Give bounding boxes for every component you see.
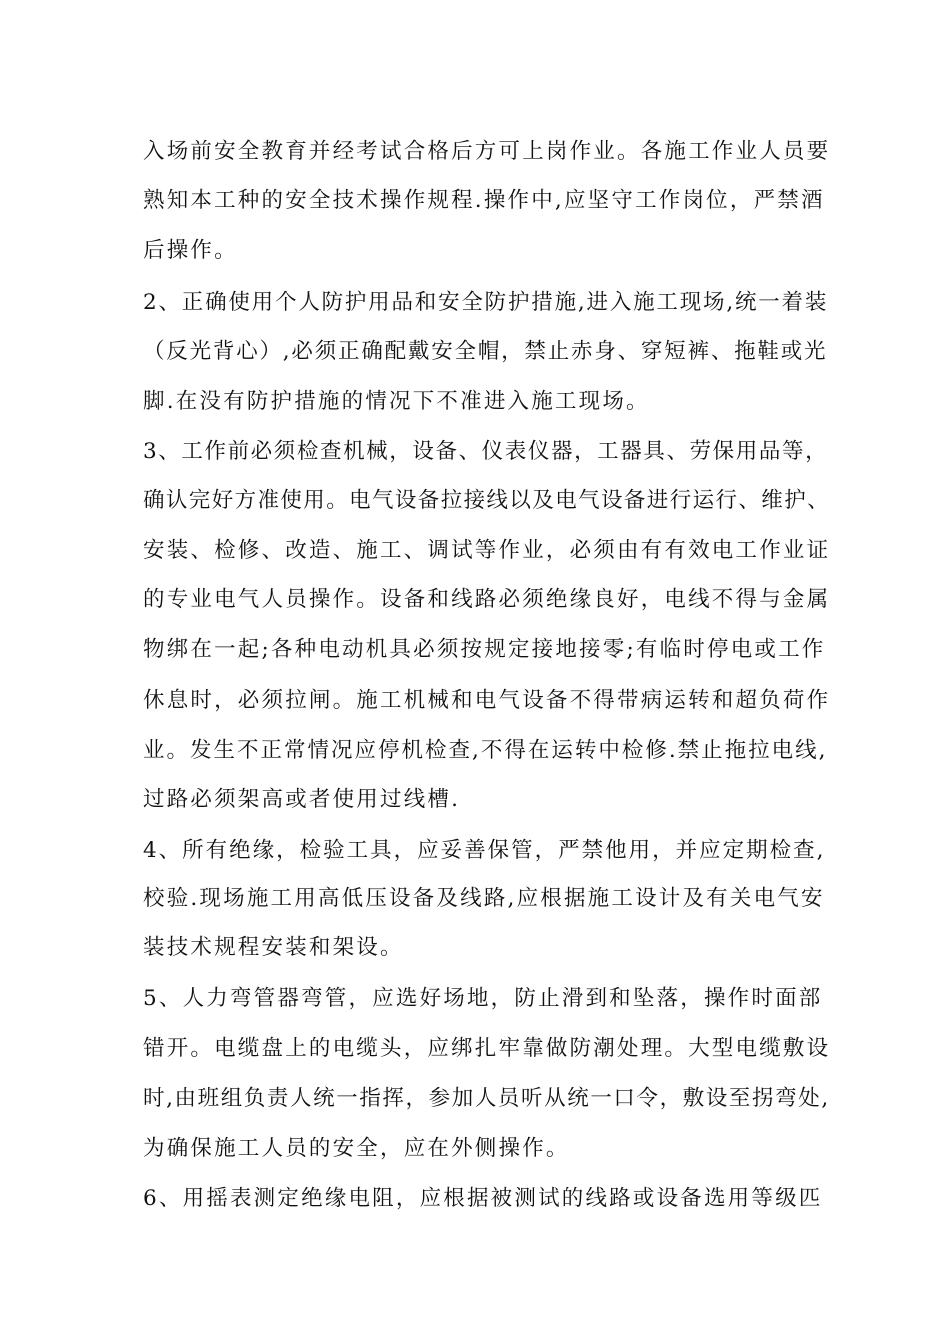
text-line: 5、人力弯管器弯管，应选好场地，防止滑到和坠落，操作时面部	[143, 986, 823, 1011]
text-line: 为确保施工人员的安全，应在外侧操作。	[143, 1136, 570, 1161]
text-line: 物绑在一起;各种电动机具必须按规定接地接零;有临时停电或工作	[143, 637, 826, 662]
text-line: 入场前安全教育并经考试合格后方可上岗作业。各施工作业人员要	[143, 139, 831, 164]
text-line: 过路必须架高或者使用过线槽.	[143, 787, 461, 812]
text-line: 熟知本工种的安全技术操作规程.操作中,应坚守工作岗位，严禁酒	[143, 188, 825, 213]
text-line: （反光背心）,必须正确配戴安全帽，禁止赤身、穿短裤、拖鞋或光	[143, 339, 828, 364]
text-line: 的专业电气人员操作。设备和线路必须绝缘良好，电线不得与金属	[143, 587, 831, 612]
text-line: 脚.在没有防护措施的情况下不准进入施工现场。	[143, 389, 650, 414]
text-line: 休息时，必须拉闸。施工机械和电气设备不得带病运转和超负荷作	[143, 688, 831, 713]
text-line: 后操作。	[143, 238, 238, 263]
text-line: 2、正确使用个人防护用品和安全防护措施,进入施工现场,统一着装	[143, 290, 829, 315]
text-line: 3、工作前必须检查机械，设备、仪表仪器，工器具、劳保用品等，	[143, 439, 829, 464]
text-line: 4、所有绝缘，检验工具，应妥善保管，严禁他用，并应定期检查,	[143, 838, 826, 863]
text-line: 校验.现场施工用高低压设备及线路,应根据施工设计及有关电气安	[143, 886, 825, 911]
text-line: 6、用摇表测定绝缘电阻，应根据被测试的线路或设备选用等级匹	[143, 1186, 823, 1211]
text-line: 装技术规程安装和架设。	[143, 935, 404, 960]
text-line: 业。发生不正常情况应停机检查,不得在运转中检修.禁止拖拉电线,	[143, 738, 828, 763]
text-line: 错开。电缆盘上的电缆头，应绑扎牢靠做防潮处理。大型电缆敷设	[143, 1036, 831, 1061]
text-line: 安装、检修、改造、施工、调试等作业，必须由有有效电工作业证	[143, 538, 831, 563]
text-line: 确认完好方准使用。电气设备拉接线以及电气设备进行运行、维护、	[143, 488, 831, 513]
text-line: 时,由班组负责人统一指挥，参加人员听从统一口令，敷设至拐弯处,	[143, 1086, 830, 1111]
